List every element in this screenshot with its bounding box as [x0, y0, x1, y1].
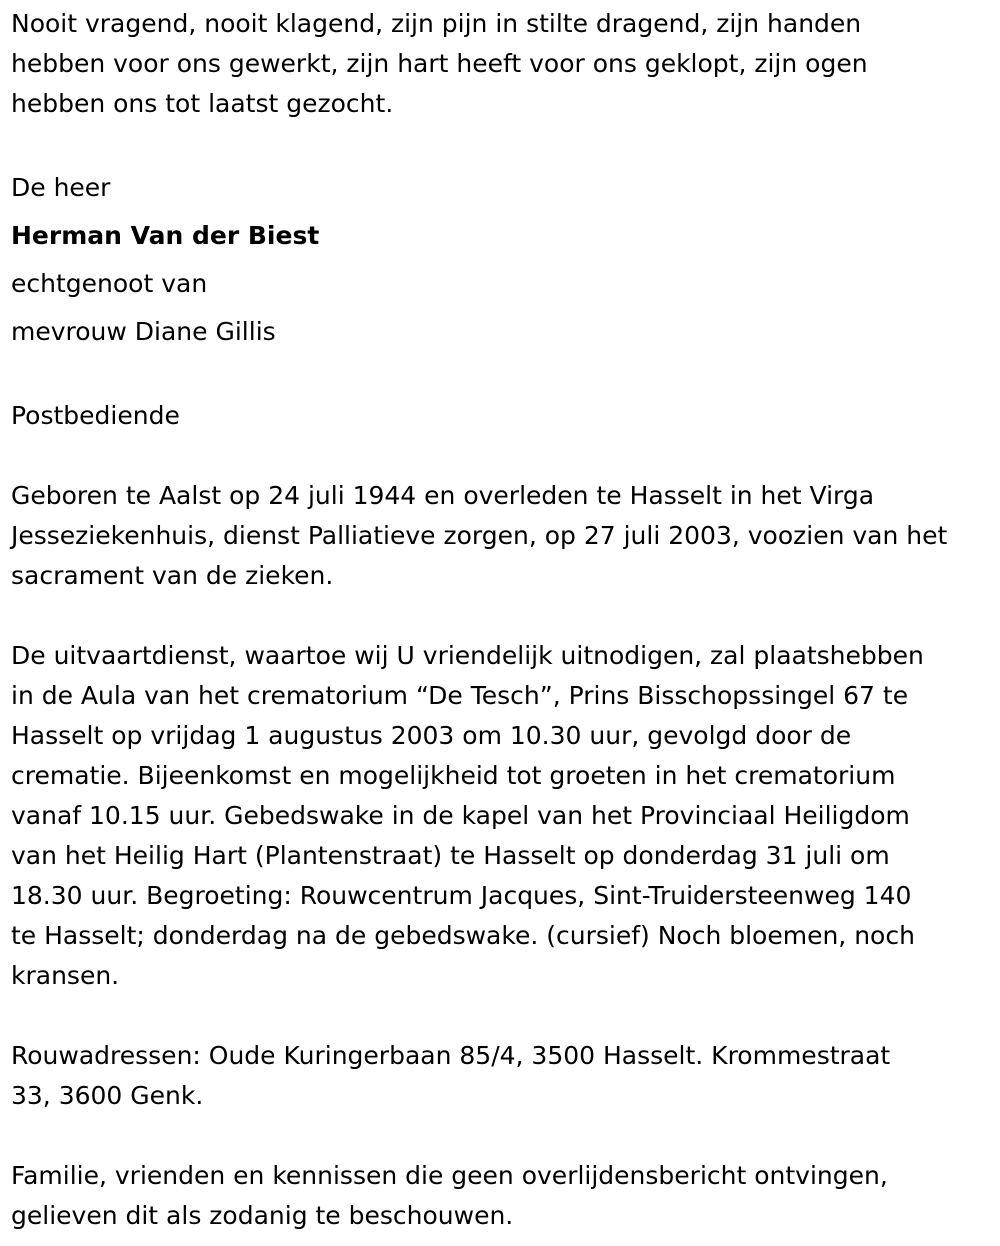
birth-death-line: sacrament van de zieken. [11, 561, 334, 590]
funeral-line: 18.30 uur. Begroeting: Rouwcentrum Jacques, Sint-Truidersteenweg 140 [11, 881, 912, 910]
paragraph-gap [11, 436, 990, 476]
funeral-line: De uitvaartdienst, waartoe wij U vriendelijk uitnodigen, zal plaatshebben [11, 641, 924, 670]
deceased-name: Herman Van der Biest [11, 221, 320, 250]
poem-line: hebben ons tot laatst gezocht. [11, 89, 394, 118]
funeral-line: van het Heilig Hart (Plantenstraat) te Hasselt op donderdag 31 juli om [11, 841, 890, 870]
funeral-line: in de Aula van het crematorium “De Tesch”, Prins Bisschopssingel 67 te [11, 681, 909, 710]
funeral-line: kransen. [11, 961, 120, 990]
birth-death-line: Jesseziekenhuis, dienst Palliatieve zorgen, op 27 juli 2003, voozien van het [11, 521, 948, 550]
paragraph-gap [11, 1116, 990, 1156]
closing-line: gelieven dit als zodanig te beschouwen. [11, 1201, 514, 1230]
poem-paragraph [11, 4, 990, 124]
funeral-line: crematie. Bijeenkomst en mogelijkheid tot groeten in het crematorium [11, 761, 896, 790]
poem-line: Nooit vragend, nooit klagend, zijn pijn in stilte dragend, zijn handen [11, 9, 862, 38]
spouse-name: mevrouw Diane Gillis [11, 317, 276, 346]
profession: Postbediende [11, 401, 180, 430]
paragraph-gap [11, 996, 990, 1036]
funeral-line: te Hasselt; donderdag na de gebedswake. (cursief) Noch bloemen, noch [11, 921, 915, 950]
relation: echtgenoot van [11, 269, 208, 298]
poem-line: hebben voor ons gewerkt, zijn hart heeft voor ons geklopt, zijn ogen [11, 49, 868, 78]
closing-line: Familie, vrienden en kennissen die geen overlijdensbericht ontvingen, [11, 1161, 888, 1190]
paragraph-gap [11, 124, 990, 164]
addresses-paragraph [11, 1036, 990, 1116]
profession-paragraph [11, 396, 990, 436]
birth-death-line: Geboren te Aalst op 24 juli 1944 en overleden te Hasselt in het Virga [11, 481, 875, 510]
funeral-paragraph [11, 636, 990, 996]
address-line: 33, 3600 Genk. [11, 1081, 204, 1110]
paragraph-gap [11, 356, 990, 396]
salutation: De heer [11, 173, 111, 202]
birth-death-paragraph [11, 476, 990, 596]
deceased-block [11, 164, 990, 356]
funeral-line: Hasselt op vrijdag 1 augustus 2003 om 10.30 uur, gevolgd door de [11, 721, 852, 750]
paragraph-gap [11, 596, 990, 636]
funeral-line: vanaf 10.15 uur. Gebedswake in de kapel van het Provinciaal Heiligdom [11, 801, 910, 830]
closing-paragraph [11, 1156, 990, 1236]
address-line: Rouwadressen: Oude Kuringerbaan 85/4, 3500 Hasselt. Krommestraat [11, 1041, 891, 1070]
